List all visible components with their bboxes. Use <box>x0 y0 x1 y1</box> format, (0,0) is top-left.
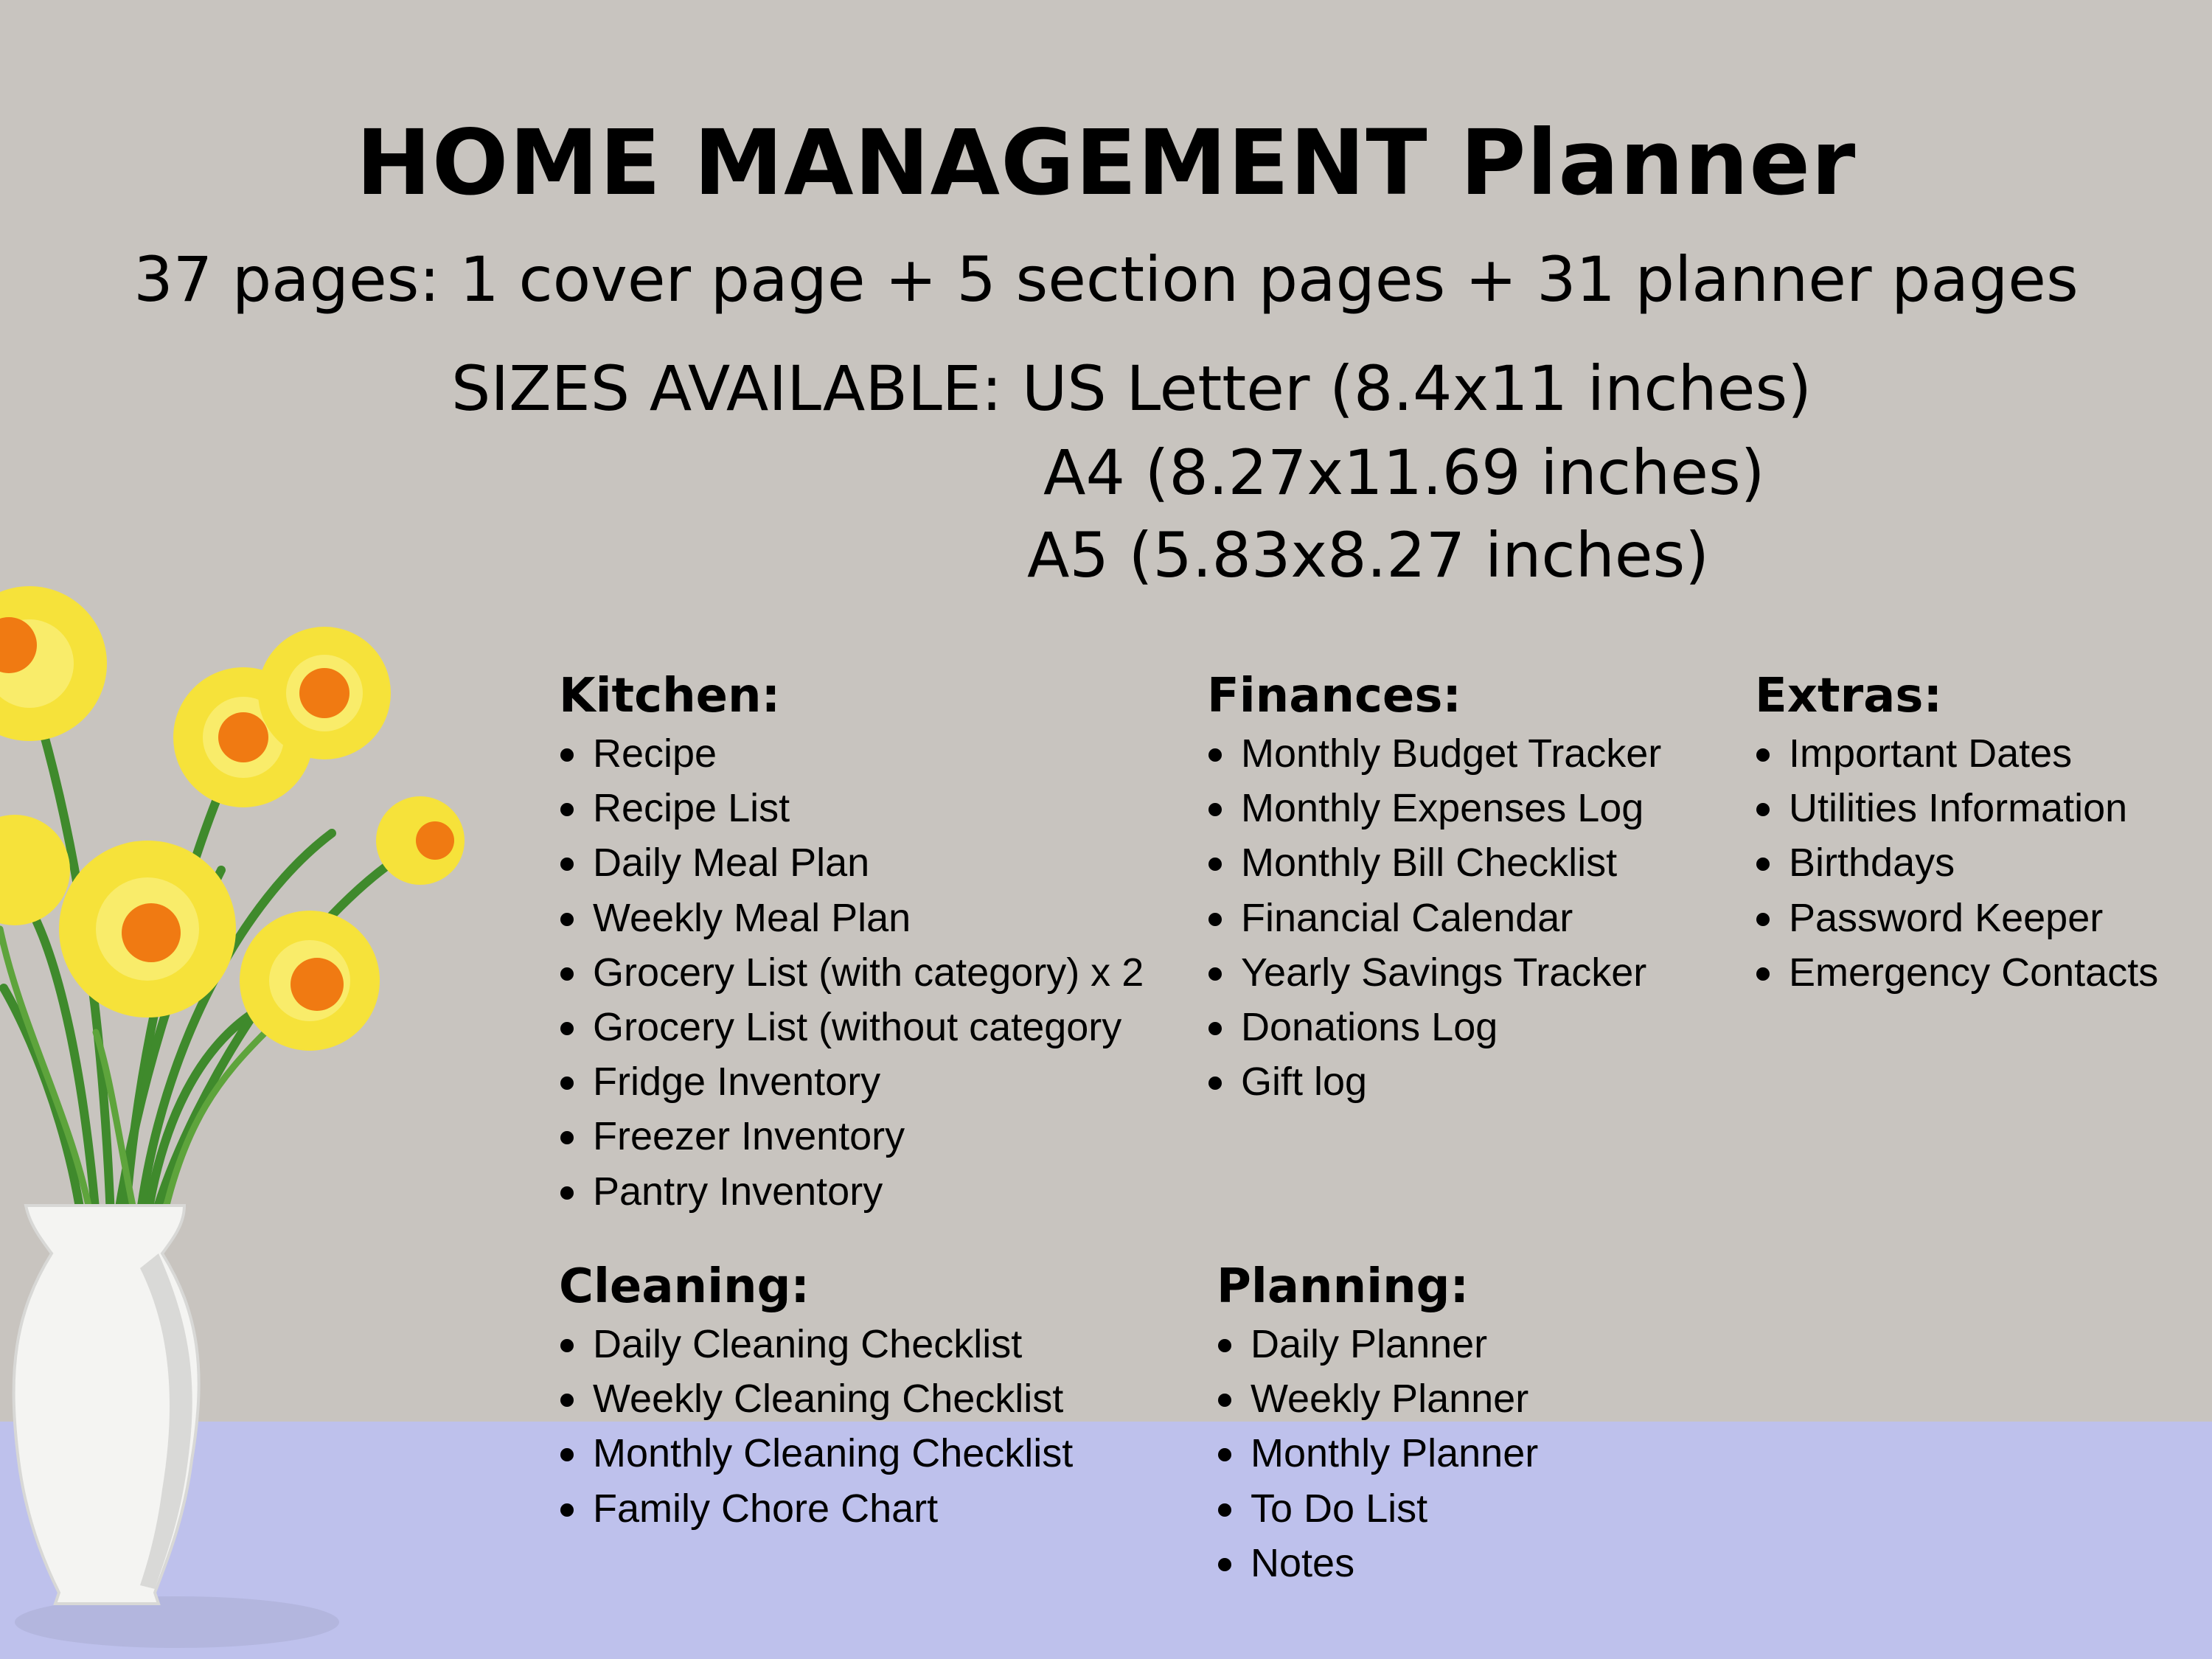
sizes-a4: A4 (8.27x11.69 inches) <box>1043 437 1765 509</box>
cleaning-list <box>559 1317 1073 1536</box>
list-item: Daily Planner <box>1217 1317 1538 1371</box>
cleaning-heading: Cleaning: <box>559 1259 810 1314</box>
list-item: Financial Calendar <box>1207 891 1661 945</box>
planning-heading: Planning: <box>1217 1259 1470 1314</box>
kitchen-heading: Kitchen: <box>559 669 781 723</box>
list-item: Monthly Bill Checklist <box>1207 835 1661 890</box>
list-item: Grocery List (with category) x 2 <box>559 945 1144 1000</box>
list-item: Birthdays <box>1755 835 2158 890</box>
list-item: To Do List <box>1217 1481 1538 1536</box>
extras-section <box>1755 667 2158 1000</box>
finances-heading: Finances: <box>1207 669 1461 723</box>
extras-heading: Extras: <box>1755 669 1943 723</box>
list-item: Pantry Inventory <box>559 1164 1144 1219</box>
list-item: Family Chore Chart <box>559 1481 1073 1536</box>
list-item: Notes <box>1217 1536 1538 1590</box>
list-item: Password Keeper <box>1755 891 2158 945</box>
list-item: Daily Cleaning Checklist <box>559 1317 1073 1371</box>
list-item: Weekly Meal Plan <box>559 891 1144 945</box>
sizes-a5: A5 (5.83x8.27 inches) <box>1027 519 1710 591</box>
daffodil-vase-illustration <box>0 516 487 1659</box>
list-item: Recipe <box>559 726 1144 781</box>
list-item: Monthly Expenses Log <box>1207 781 1661 835</box>
list-item: Monthly Budget Tracker <box>1207 726 1661 781</box>
list-item: Recipe List <box>559 781 1144 835</box>
list-item: Weekly Cleaning Checklist <box>559 1371 1073 1426</box>
page-count-subtitle: 37 pages: 1 cover page + 5 section pages + 31 planner pages <box>133 243 2079 316</box>
list-item: Important Dates <box>1755 726 2158 781</box>
cleaning-section <box>559 1258 1073 1536</box>
list-item: Freezer Inventory <box>559 1109 1144 1164</box>
kitchen-section <box>559 667 1144 1219</box>
kitchen-list <box>559 726 1144 1219</box>
list-item: Monthly Cleaning Checklist <box>559 1426 1073 1481</box>
planning-section <box>1217 1258 1538 1590</box>
list-item: Grocery List (without category <box>559 1000 1144 1054</box>
page-title: HOME MANAGEMENT Planner <box>355 111 1857 215</box>
list-item: Weekly Planner <box>1217 1371 1538 1426</box>
list-item: Gift log <box>1207 1054 1661 1109</box>
extras-list <box>1755 726 2158 1000</box>
list-item: Donations Log <box>1207 1000 1661 1054</box>
list-item: Yearly Savings Tracker <box>1207 945 1661 1000</box>
finances-section <box>1207 667 1661 1109</box>
list-item: Fridge Inventory <box>559 1054 1144 1109</box>
list-item: Emergency Contacts <box>1755 945 2158 1000</box>
planning-list <box>1217 1317 1538 1590</box>
list-item: Monthly Planner <box>1217 1426 1538 1481</box>
sizes-us-letter: SIZES AVAILABLE: US Letter (8.4x11 inches) <box>451 352 1812 425</box>
list-item: Daily Meal Plan <box>559 835 1144 890</box>
list-item: Utilities Information <box>1755 781 2158 835</box>
finances-list <box>1207 726 1661 1109</box>
